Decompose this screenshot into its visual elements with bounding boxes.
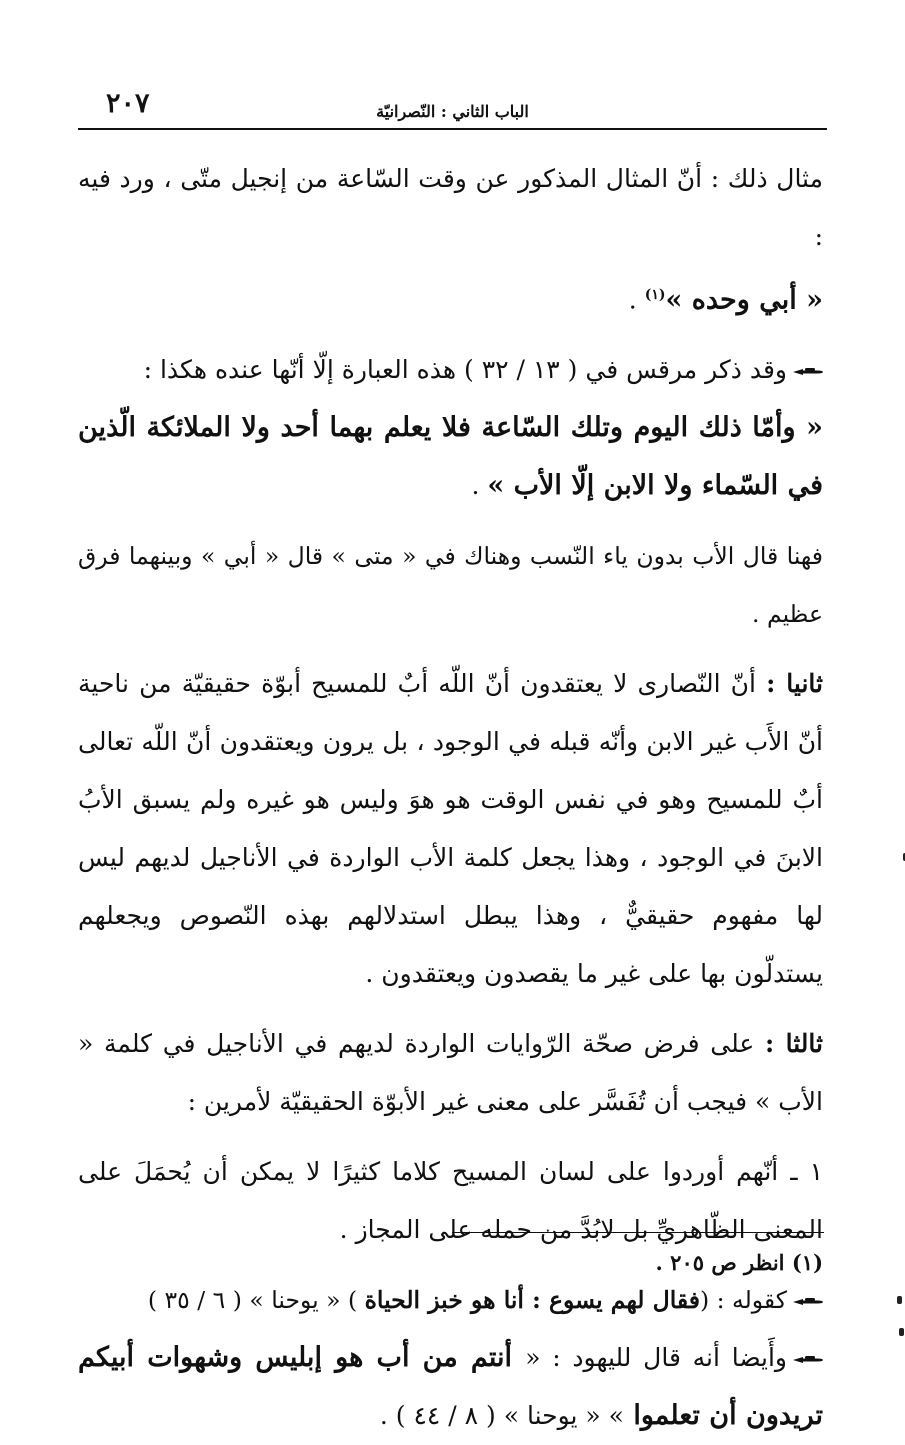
page-header <box>78 88 827 130</box>
paragraph-secondly <box>78 655 823 1003</box>
paragraph-example <box>78 150 823 329</box>
paragraph-text: كقوله : ( <box>699 1286 787 1315</box>
paragraph-label: ثالثا : <box>764 1029 823 1059</box>
paragraph-text: وقد ذكر مرقس في ( ١٣ / ٣٢ ) هذه العبارة إلّا أنّها عنده هكذا : <box>143 355 787 385</box>
scan-speck <box>899 1328 904 1336</box>
paragraph-end: ) « يوحنا » ( ٦ / ٣٥ ) <box>147 1286 365 1315</box>
pointing-hand-icon <box>793 1296 823 1308</box>
quote-text: فقال لهم يسوع : أنا هو خبز الحياة <box>364 1286 700 1315</box>
footnote-ref[interactable]: (١) <box>644 287 666 303</box>
paragraph-text: أنّ النّصارى لا يعتقدون أنّ اللّه أبٌ للمسيح أبوّة حقيقيّة من ناحية أنّ الأَب غير الابن وأنّه قبله في الوجود ، بل يرون ويعتقدون أنّ اللّه تعالى أبٌ للمسيح وهو في نفس الوقت هو هوَ وليس هو غيره ولم يسبق الأبُ الابنَ في الوجود ، وهذا يجعل كلمة الأب الواردة في الأناجيل لديهم ليس لها مفهوم حقيقيٌّ ، وهذا يبطل استدلالهم بهذه النّصوص ويجعلهم يستدلّون بها على غير ما يقصدون ويعتقدون . <box>78 669 823 989</box>
paragraph-bread-of-life <box>78 1271 823 1329</box>
paragraph-text: وأَيضا أنه قال لليهود : « <box>525 1343 787 1373</box>
quote-text: « أبي وحده » <box>665 284 823 316</box>
pointing-hand-icon <box>793 1354 823 1366</box>
paragraph-point-one: ١ ـ أنّهم أوردوا على لسان المسيح كلاما كثيرًا لا يمكن أن يُحمَلَ على المعنى الظّاهريِّ بل لابُدَّ من حمله على المجاز . <box>78 1157 823 1245</box>
paragraph-difference: فهنا قال الأب بدون ياء النّسب وهناك في « متى » قال « أبي » وبينهما فرق عظيم . <box>78 542 823 629</box>
paragraph-end: » « يوحنا » ( ٨ / ٤٤ ) . <box>379 1401 624 1431</box>
footnote-divider <box>452 1232 824 1233</box>
quote-text: أنتم من أب هو إبليس وشهوات أبيكم تريدون أن تعلموا <box>78 1342 823 1432</box>
page-number: ٢٠٧ <box>106 88 150 119</box>
paragraph-father-devil <box>78 1329 823 1445</box>
paragraph-text: مثال ذلك : أنّ المثال المذكور عن وقت السّاعة من إنجيل متّى ، ورد فيه : <box>78 164 823 251</box>
quote-text: « وأمّا ذلك اليوم وتلك السّاعة فلا يعلم بهما أحد ولا الملائكة الّذين في السّماء ولا الابن إلّا الأب » <box>78 412 823 502</box>
scan-speck <box>897 1296 902 1304</box>
paragraph-mark-quote <box>78 341 823 515</box>
paragraph-text: على فرض صحّة الرّوايات الواردة لديهم في الأناجيل في كلمة « الأب » فيجب أن تُفَسَّر على معنى غير الأبوّة الحقيقيّة لأمرين : <box>78 1029 823 1117</box>
paragraph-end: . <box>628 285 645 315</box>
chapter-title: الباب الثاني : النّصرانيّة <box>376 102 529 121</box>
paragraph-label: ثانيا : <box>766 669 823 699</box>
pointing-hand-icon <box>793 366 823 378</box>
footnote: (١) انظر ص ٢٠٥ . <box>655 1250 823 1275</box>
paragraph-thirdly <box>78 1015 823 1131</box>
paragraph-end: . <box>471 471 488 501</box>
